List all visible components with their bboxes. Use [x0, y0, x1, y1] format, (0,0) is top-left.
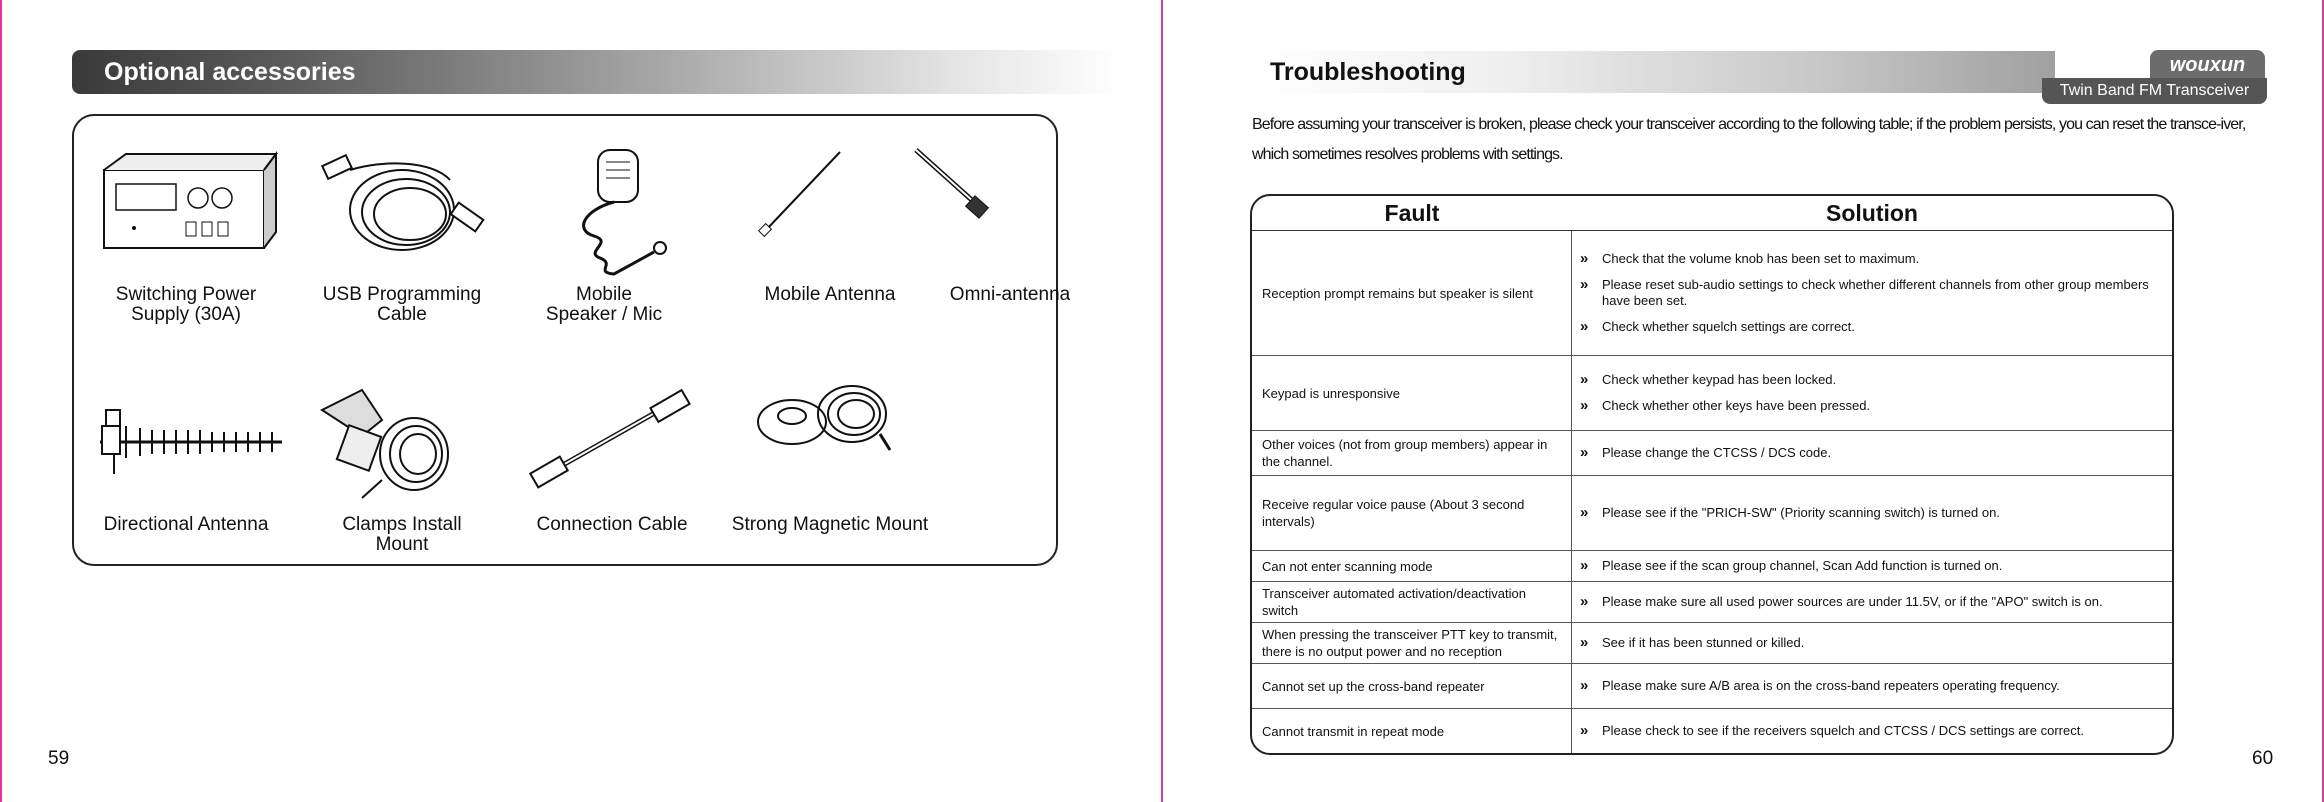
solution-text: Please see if the scan group channel, Scan Add function is turned on.	[1602, 558, 2003, 573]
mobile-antenna-icon	[730, 140, 930, 280]
solution-text: Please see if the "PRICH-SW" (Priority scanning switch) is turned on.	[1602, 505, 2000, 520]
page-number-right: 60	[2252, 748, 2274, 769]
connection-cable-icon	[512, 370, 712, 510]
arrow-icon: »	[1580, 634, 1586, 651]
accessory-connection-cable	[512, 370, 712, 535]
solution-line	[1580, 277, 2164, 309]
table-row	[1252, 431, 2172, 476]
troubleshooting-table	[1250, 194, 2174, 755]
speaker-mic-icon	[504, 140, 704, 280]
solution-line	[1580, 251, 2164, 267]
omni-antenna-icon	[910, 140, 1110, 280]
arrow-icon: »	[1580, 397, 1586, 414]
intro-paragraph: Before assuming your transceiver is broken, please check your transceiver according to the following table; if the problem persists, you can reset the transce-iver, which sometimes resolves problems with settings.	[1252, 116, 2246, 163]
troubleshooting-title: Troubleshooting	[1270, 58, 1466, 86]
solution-text: See if it has been stunned or killed.	[1602, 635, 1805, 650]
solution-text: Please make sure all used power sources are under 11.5V, or if the "APO" switch is on.	[1602, 594, 2103, 609]
fault-header: Fault	[1384, 200, 1440, 226]
solution-line	[1580, 372, 2164, 388]
solution-line	[1580, 723, 2164, 739]
power-supply-icon	[86, 140, 286, 280]
table-row	[1252, 709, 2172, 753]
solution-line	[1580, 398, 2164, 414]
accessory-label: Connection Cable	[536, 514, 688, 535]
accessory-power-supply	[86, 140, 286, 325]
accessory-usb-cable	[302, 140, 502, 325]
solution-text: Check whether squelch settings are correct.	[1602, 319, 1855, 334]
brand-subtitle: Twin Band FM Transceiver	[2042, 78, 2267, 104]
arrow-icon: »	[1580, 444, 1586, 461]
fault-cell: Reception prompt remains but speaker is silent	[1252, 231, 1572, 355]
accessory-label: Strong Magnetic Mount	[731, 514, 929, 535]
solution-cell	[1572, 476, 2172, 550]
solution-text: Please change the CTCSS / DCS code.	[1602, 445, 1832, 460]
table-body	[1252, 231, 2172, 753]
table-header	[1252, 196, 2172, 231]
clamp-mount-icon	[302, 370, 502, 510]
solution-text: Please reset sub-audio settings to check whether different channels from other group members have been set.	[1602, 277, 2149, 308]
gutter-line	[1161, 0, 1163, 802]
table-row	[1252, 476, 2172, 551]
solution-text: Check whether other keys have been pressed.	[1602, 398, 1871, 413]
accessory-label: Mobile Antenna	[764, 284, 896, 305]
accessory-label: Clamps Install Mount	[342, 514, 462, 555]
directional-antenna-icon	[86, 370, 286, 510]
solution-line	[1580, 505, 2164, 521]
solution-text: Please check to see if the receivers squelch and CTCSS / DCS settings are correct.	[1602, 723, 2084, 738]
accessory-label: Switching Power Supply (30A)	[115, 284, 257, 325]
table-row	[1252, 356, 2172, 431]
solution-cell	[1572, 551, 2172, 581]
accessory-label: Directional Antenna	[103, 514, 269, 535]
accessory-speaker-mic	[504, 140, 704, 325]
solution-cell	[1572, 582, 2172, 622]
accessory-label: Mobile Speaker / Mic	[545, 284, 663, 325]
solution-header: Solution	[1826, 200, 1918, 226]
page-number-left: 59	[48, 748, 70, 769]
accessory-clamp-mount	[302, 370, 502, 555]
table-row	[1252, 582, 2172, 623]
accessory-mobile-antenna	[730, 140, 930, 305]
usb-cable-icon	[302, 140, 502, 280]
brand-name: wouxun	[2169, 54, 2246, 76]
table-row	[1252, 664, 2172, 709]
arrow-icon: »	[1580, 593, 1586, 610]
accessory-magnetic-mount	[730, 370, 930, 535]
solution-cell	[1572, 709, 2172, 753]
accessory-omni-antenna	[910, 140, 1110, 305]
table-row	[1252, 231, 2172, 356]
brand-logo	[2150, 50, 2265, 80]
left-edge-line	[0, 0, 2, 802]
arrow-icon: »	[1580, 318, 1586, 335]
solution-text: Please make sure A/B area is on the cross-band repeaters operating frequency.	[1602, 678, 2060, 693]
fault-cell: When pressing the transceiver PTT key to transmit, there is no output power and no reception	[1252, 623, 1572, 663]
accessories-title: Optional accessories	[104, 58, 356, 86]
arrow-icon: »	[1580, 250, 1586, 267]
solution-cell	[1572, 623, 2172, 663]
fault-cell: Receive regular voice pause (About 3 second intervals)	[1252, 476, 1572, 550]
solution-cell	[1572, 231, 2172, 355]
solution-line	[1580, 678, 2164, 694]
solution-cell	[1572, 356, 2172, 430]
solution-cell	[1572, 431, 2172, 475]
solution-line	[1580, 319, 2164, 335]
arrow-icon: »	[1580, 276, 1586, 293]
solution-line	[1580, 445, 2164, 461]
arrow-icon: »	[1580, 677, 1586, 694]
accessory-label: USB Programming Cable	[322, 284, 482, 325]
fault-cell: Cannot transmit in repeat mode	[1252, 709, 1572, 753]
accessory-label: Omni-antenna	[949, 284, 1071, 305]
fault-cell: Other voices (not from group members) appear in the channel.	[1252, 431, 1572, 475]
arrow-icon: »	[1580, 504, 1586, 521]
solution-line	[1580, 635, 2164, 651]
solution-line	[1580, 594, 2164, 610]
arrow-icon: »	[1580, 722, 1586, 739]
solution-cell	[1572, 664, 2172, 708]
fault-cell: Transceiver automated activation/deactivation switch	[1252, 582, 1572, 622]
fault-cell: Keypad is unresponsive	[1252, 356, 1572, 430]
solution-line	[1580, 558, 2164, 574]
solution-text: Check that the volume knob has been set to maximum.	[1602, 251, 1920, 266]
table-row	[1252, 623, 2172, 664]
solution-text: Check whether keypad has been locked.	[1602, 372, 1837, 387]
arrow-icon: »	[1580, 371, 1586, 388]
table-row	[1252, 551, 2172, 582]
arrow-icon: »	[1580, 557, 1586, 574]
accessory-directional-antenna	[86, 370, 286, 535]
fault-cell: Cannot set up the cross-band repeater	[1252, 664, 1572, 708]
magnetic-mount-icon	[730, 370, 930, 510]
fault-cell: Can not enter scanning mode	[1252, 551, 1572, 581]
